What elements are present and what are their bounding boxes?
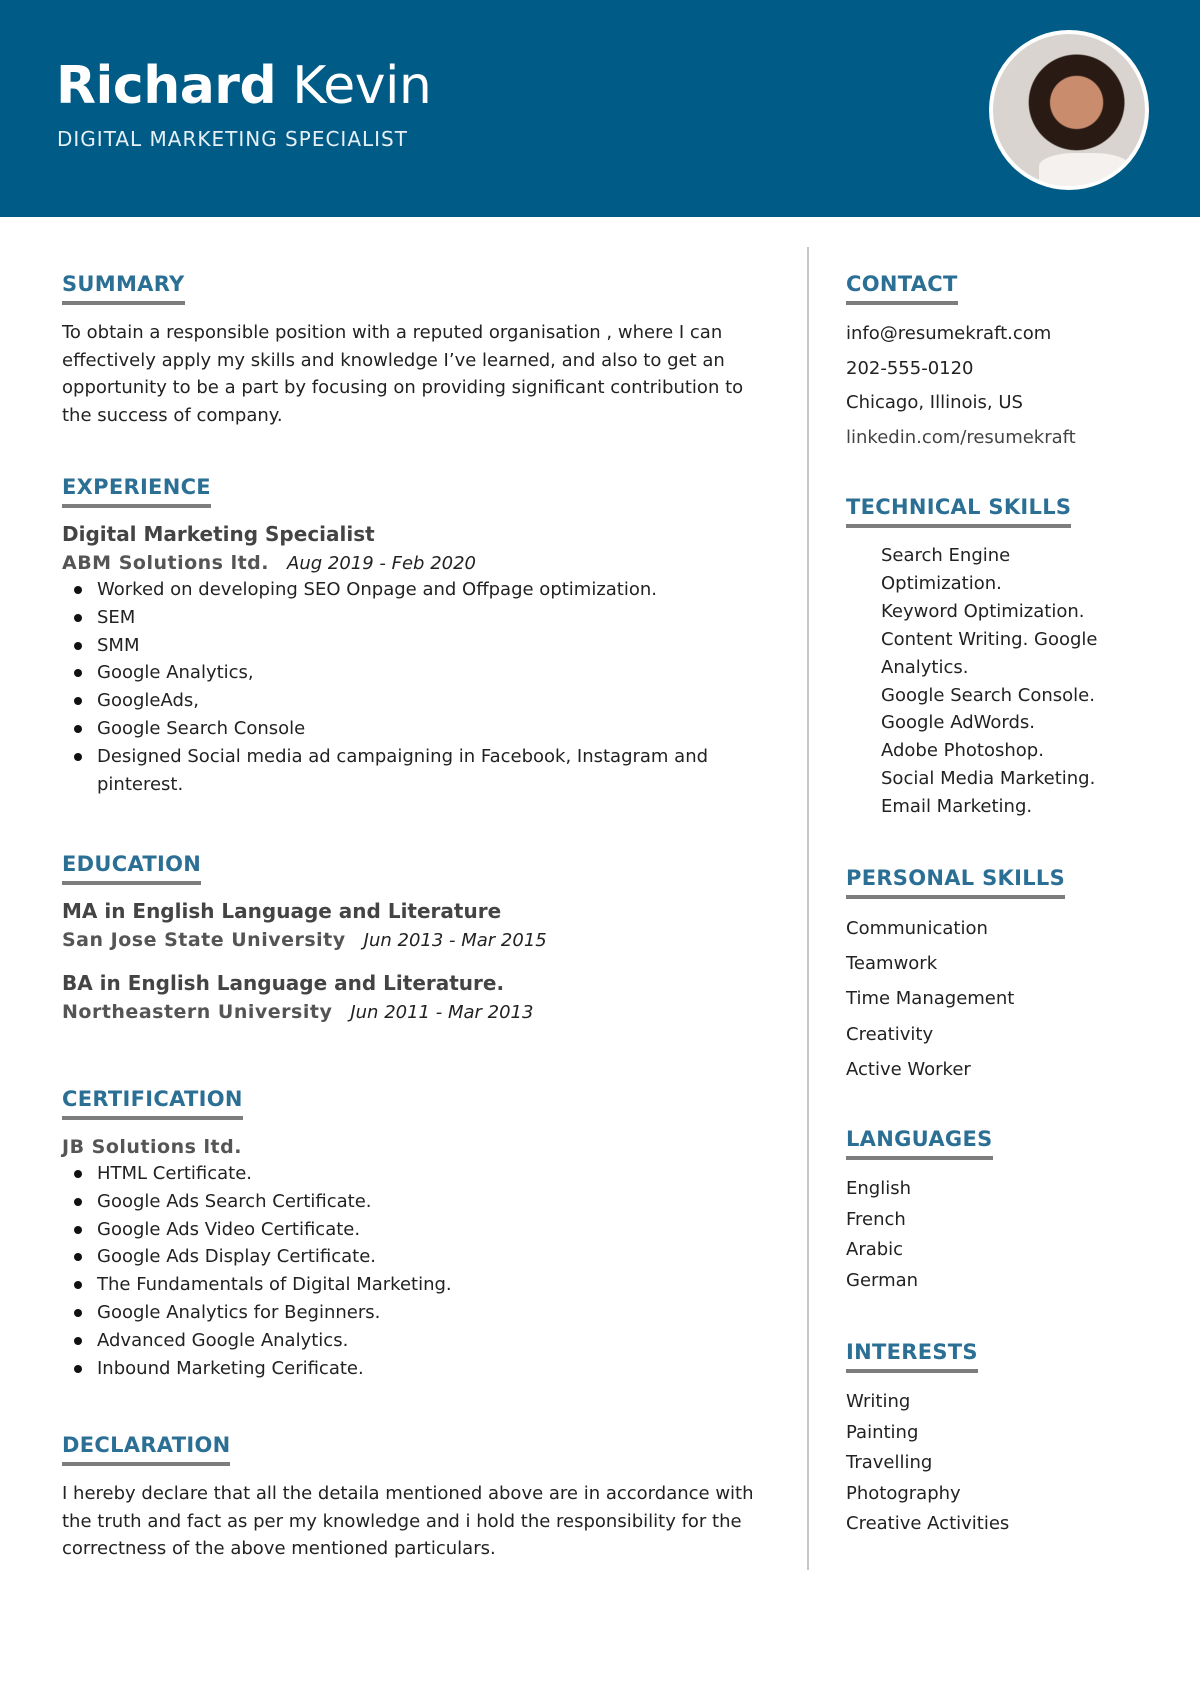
skill-line: Email Marketing. [881,796,1033,818]
contact-phone: 202-555-0120 [846,357,974,379]
summary-section [62,272,762,430]
personal-skills-section [846,866,1166,1087]
candidate-name [56,56,431,116]
list-item: Worked on developing SEO Onpage and Offpage optimization. [62,576,762,604]
list-item: Designed Social media ad campaigning in Facebook, Instagram and pinterest. [62,743,762,799]
language: German [846,1269,919,1291]
certification-section [62,1087,762,1382]
skill-line: Google Search Console. [881,684,1095,706]
school-dates: Jun 2013 - Mar 2015 [363,930,547,951]
first-name: Richard [56,56,277,116]
skill-line: Analytics. [881,656,969,678]
school-name: San Jose State University [62,929,346,951]
section-heading: EDUCATION [62,852,201,885]
languages-section [846,1127,1166,1296]
section-heading: DECLARATION [62,1433,230,1466]
degree: BA in English Language and Literature. [62,971,505,995]
list-item: HTML Certificate. [62,1160,762,1188]
list-item: Google Ads Display Certificate. [62,1243,762,1271]
list-item: SEM [62,604,762,632]
skill-line: Social Media Marketing. [881,768,1096,790]
company-line [62,552,762,574]
list-item: SMM [62,632,762,660]
contact-location: Chicago, Illinois, US [846,392,1023,414]
personal-skill: Teamwork [846,953,938,975]
personal-skill: Time Management [846,988,1015,1010]
profile-photo [989,30,1149,190]
job-dates: Aug 2019 - Feb 2020 [287,553,476,574]
section-heading: EXPERIENCE [62,475,211,508]
skill-line: Google AdWords. [881,712,1035,734]
list-item: Google Ads Search Certificate. [62,1188,762,1216]
skill-line: Search Engine [881,545,1011,566]
interests-section [846,1340,1166,1540]
contact-email[interactable]: info@resumekraft.com [846,323,1052,344]
declaration-section [62,1433,762,1563]
school-line [62,929,762,951]
section-heading: TECHNICAL SKILLS [846,495,1071,528]
last-name: Kevin [292,56,432,116]
list-item: GoogleAds, [62,687,762,715]
school-dates: Jun 2011 - Mar 2013 [350,1002,534,1023]
interest: Writing [846,1391,911,1412]
school-name: Northeastern University [62,1001,333,1023]
language: English [846,1178,911,1199]
skill-line: Keyword Optimization. [881,600,1085,622]
declaration-text: I hereby declare that all the detaila mentioned above are in accordance with the truth and fact as per my knowledge and i hold the responsibility for the correctness of the above mentioned particulars. [62,1483,754,1560]
language: French [846,1208,906,1230]
technical-skills-section [846,495,1166,821]
personal-skill: Active Worker [846,1058,971,1080]
interest: Painting [846,1421,919,1443]
contact-linkedin[interactable]: linkedin.com/resumekraft [846,427,1076,449]
section-heading: PERSONAL SKILLS [846,866,1065,899]
degree: MA in English Language and Literature [62,899,502,923]
interest: Photography [846,1482,961,1504]
school-line [62,1001,762,1023]
job-title: Digital Marketing Specialist [62,522,375,546]
experience-bullets [62,576,762,798]
section-heading: CERTIFICATION [62,1087,243,1120]
list-item: The Fundamentals of Digital Marketing. [62,1271,762,1299]
skill-line: Optimization. [881,572,1002,594]
personal-skill: Communication [846,918,988,939]
section-heading: SUMMARY [62,272,185,305]
list-item: Google Analytics, [62,659,762,687]
experience-section [62,475,762,798]
certification-list [62,1160,762,1382]
skill-line: Content Writing. Google [881,628,1098,650]
section-heading: INTERESTS [846,1340,978,1373]
company-name: ABM Solutions ltd. [62,552,269,574]
education-section [62,852,762,1023]
section-heading: LANGUAGES [846,1127,993,1160]
list-item: Inbound Marketing Cerificate. [62,1355,762,1383]
personal-skill: Creativity [846,1023,934,1045]
contact-section [846,272,1166,456]
column-divider [807,247,809,1570]
job-role: DIGITAL MARKETING SPECIALIST [57,127,408,151]
list-item: Google Analytics for Beginners. [62,1299,762,1327]
interest: Travelling [846,1452,933,1473]
list-item: Google Ads Video Certificate. [62,1216,762,1244]
language: Arabic [846,1239,904,1260]
cert-issuer: JB Solutions ltd. [62,1136,242,1158]
summary-text: To obtain a responsible position with a reputed organisation , where I can effectively apply my skills and knowledge I’ve learned, and also to get an opportunity to be a part by focusing on providing significant contribution to the success of company. [62,322,744,427]
section-heading: CONTACT [846,272,958,305]
interest: Creative Activities [846,1513,1010,1534]
list-item: Google Search Console [62,715,762,743]
resume-header [0,0,1200,217]
list-item: Advanced Google Analytics. [62,1327,762,1355]
skill-line: Adobe Photoshop. [881,740,1044,762]
